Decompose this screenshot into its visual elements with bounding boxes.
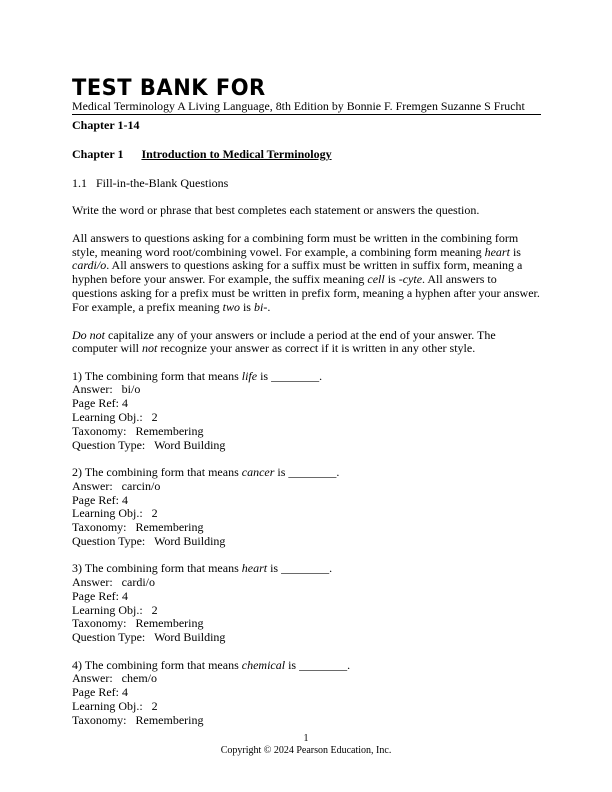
rules-text: is <box>239 299 254 314</box>
question-prefix: 2) The combining form that means <box>72 464 242 479</box>
learning-obj-line <box>72 700 541 714</box>
copyright-notice: Copyright © 2024 Pearson Education, Inc. <box>220 745 392 756</box>
page-footer <box>0 733 612 757</box>
rules-text: . All answers to questions asking for a suffix must be written in suffix form, meaning a hyphen before your answer. For example, the suffix meaning <box>72 258 523 287</box>
example-term-cell: cell <box>367 272 385 287</box>
chapter-range: Chapter 1-14 <box>72 118 140 132</box>
answer-label: Answer: <box>72 671 113 686</box>
rules-text: capitalize any of your answers or include a period at the end of your answer. The computer will <box>72 327 496 356</box>
answer-line <box>72 480 541 494</box>
taxonomy-value: Remembering <box>135 712 204 727</box>
question-text <box>72 466 541 480</box>
page-ref-label: Page Ref: <box>72 492 119 507</box>
answer-value: bi/o <box>121 382 141 397</box>
question-term: life <box>241 368 258 383</box>
learning-obj-label: Learning Obj.: <box>72 506 143 521</box>
question-type-line <box>72 439 541 453</box>
answer-value: carcin/o <box>121 478 161 493</box>
question-term: chemical <box>241 657 286 672</box>
taxonomy-label: Taxonomy: <box>72 423 127 438</box>
page-ref-line <box>72 397 541 411</box>
question-prefix: 3) The combining form that means <box>72 561 242 576</box>
page-ref-value: 4 <box>122 685 128 700</box>
page-ref-line <box>72 590 541 604</box>
rules-text: recognize your answer as correct if it is written in any other style. <box>157 341 476 356</box>
learning-obj-line <box>72 604 541 618</box>
learning-obj-value: 2 <box>151 506 158 521</box>
test-bank-banner: TEST BANK FOR <box>72 74 266 101</box>
example-term-heart: heart <box>484 244 510 259</box>
page-ref-value: 4 <box>122 492 128 507</box>
taxonomy-line <box>72 425 541 439</box>
question-type-line <box>72 535 541 549</box>
question-prefix: 1) The combining form that means <box>72 368 242 383</box>
example-answer-cardio: cardi/o <box>72 258 107 273</box>
question-type-label: Question Type: <box>72 533 146 548</box>
rules-text: is <box>384 272 399 287</box>
learning-obj-label: Learning Obj.: <box>72 602 143 617</box>
page-ref-line <box>72 686 541 700</box>
section-number: 1.1 <box>72 176 87 190</box>
page-ref-value: 4 <box>122 588 128 603</box>
rules-text: . <box>267 299 271 314</box>
page-ref-label: Page Ref: <box>72 588 119 603</box>
page-number: 1 <box>303 733 309 744</box>
page-ref-label: Page Ref: <box>72 685 119 700</box>
answer-value: cardi/o <box>121 575 155 590</box>
taxonomy-label: Taxonomy: <box>72 712 127 727</box>
rules-text: All answers to questions asking for a combining form must be written in the combining form style, meaning word root/combining vowel. For example, a combining form meaning <box>72 230 519 259</box>
answer-line <box>72 383 541 397</box>
question-term: cancer <box>241 464 275 479</box>
chapter-number: Chapter 1 <box>72 147 124 161</box>
section-heading <box>72 176 541 190</box>
taxonomy-label: Taxonomy: <box>72 520 127 535</box>
section-title: Fill-in-the-Blank Questions <box>96 176 229 190</box>
taxonomy-value: Remembering <box>135 520 204 535</box>
answer-line <box>72 576 541 590</box>
page-ref-line <box>72 494 541 508</box>
chapter-title: Introduction to Medical Terminology <box>141 147 332 161</box>
example-answer-bi: bi- <box>253 299 268 314</box>
book-subtitle: Medical Terminology A Living Language, 8th Edition by Bonnie F. Fremgen Suzanne S Frucht <box>72 99 525 113</box>
question-suffix: is ________. <box>257 368 323 383</box>
example-answer-cyte: -cyte <box>398 272 423 287</box>
question-type-label: Question Type: <box>72 437 146 452</box>
answer-value: chem/o <box>121 671 157 686</box>
emphasis-not: not <box>141 341 158 356</box>
question-type-line <box>72 631 541 645</box>
answer-label: Answer: <box>72 382 113 397</box>
taxonomy-line <box>72 617 541 631</box>
instructions: Write the word or phrase that best completes each statement or answers the question. <box>72 203 480 217</box>
learning-obj-label: Learning Obj.: <box>72 698 143 713</box>
taxonomy-value: Remembering <box>135 423 204 438</box>
question-suffix: is ________. <box>267 561 333 576</box>
format-rules-paragraph <box>72 232 541 315</box>
learning-obj-value: 2 <box>151 602 158 617</box>
title-divider <box>72 114 541 115</box>
rules-text: . All answers to questions asking for a prefix must be written in prefix form, meaning a hyphen after your answer. For example, a prefix meaning <box>72 272 540 314</box>
question-type-value: Word Building <box>154 533 226 548</box>
learning-obj-line <box>72 507 541 521</box>
question-type-value: Word Building <box>154 437 226 452</box>
learning-obj-label: Learning Obj.: <box>72 410 143 425</box>
answer-line <box>72 672 541 686</box>
example-term-two: two <box>222 299 240 314</box>
capitalization-rule-paragraph <box>72 329 541 357</box>
learning-obj-line <box>72 411 541 425</box>
taxonomy-line <box>72 714 541 728</box>
learning-obj-value: 2 <box>151 698 158 713</box>
taxonomy-line <box>72 521 541 535</box>
question-suffix: is ________. <box>285 657 351 672</box>
question-prefix: 4) The combining form that means <box>72 657 242 672</box>
answer-label: Answer: <box>72 478 113 493</box>
question-type-value: Word Building <box>154 630 226 645</box>
question-term: heart <box>241 561 268 576</box>
taxonomy-value: Remembering <box>135 616 204 631</box>
emphasis-do-not: Do not <box>72 327 105 342</box>
question-block <box>72 466 541 549</box>
question-text <box>72 659 541 673</box>
page-ref-label: Page Ref: <box>72 396 119 411</box>
question-text <box>72 562 541 576</box>
taxonomy-label: Taxonomy: <box>72 616 127 631</box>
question-suffix: is ________. <box>274 464 340 479</box>
question-block <box>72 370 541 453</box>
question-block <box>72 659 541 728</box>
rules-text: is <box>509 244 521 259</box>
question-block <box>72 562 541 645</box>
page-ref-value: 4 <box>122 396 128 411</box>
question-text <box>72 370 541 384</box>
answer-label: Answer: <box>72 575 113 590</box>
question-type-label: Question Type: <box>72 630 146 645</box>
document-page <box>72 76 541 728</box>
chapter-heading <box>72 147 541 161</box>
learning-obj-value: 2 <box>151 410 158 425</box>
